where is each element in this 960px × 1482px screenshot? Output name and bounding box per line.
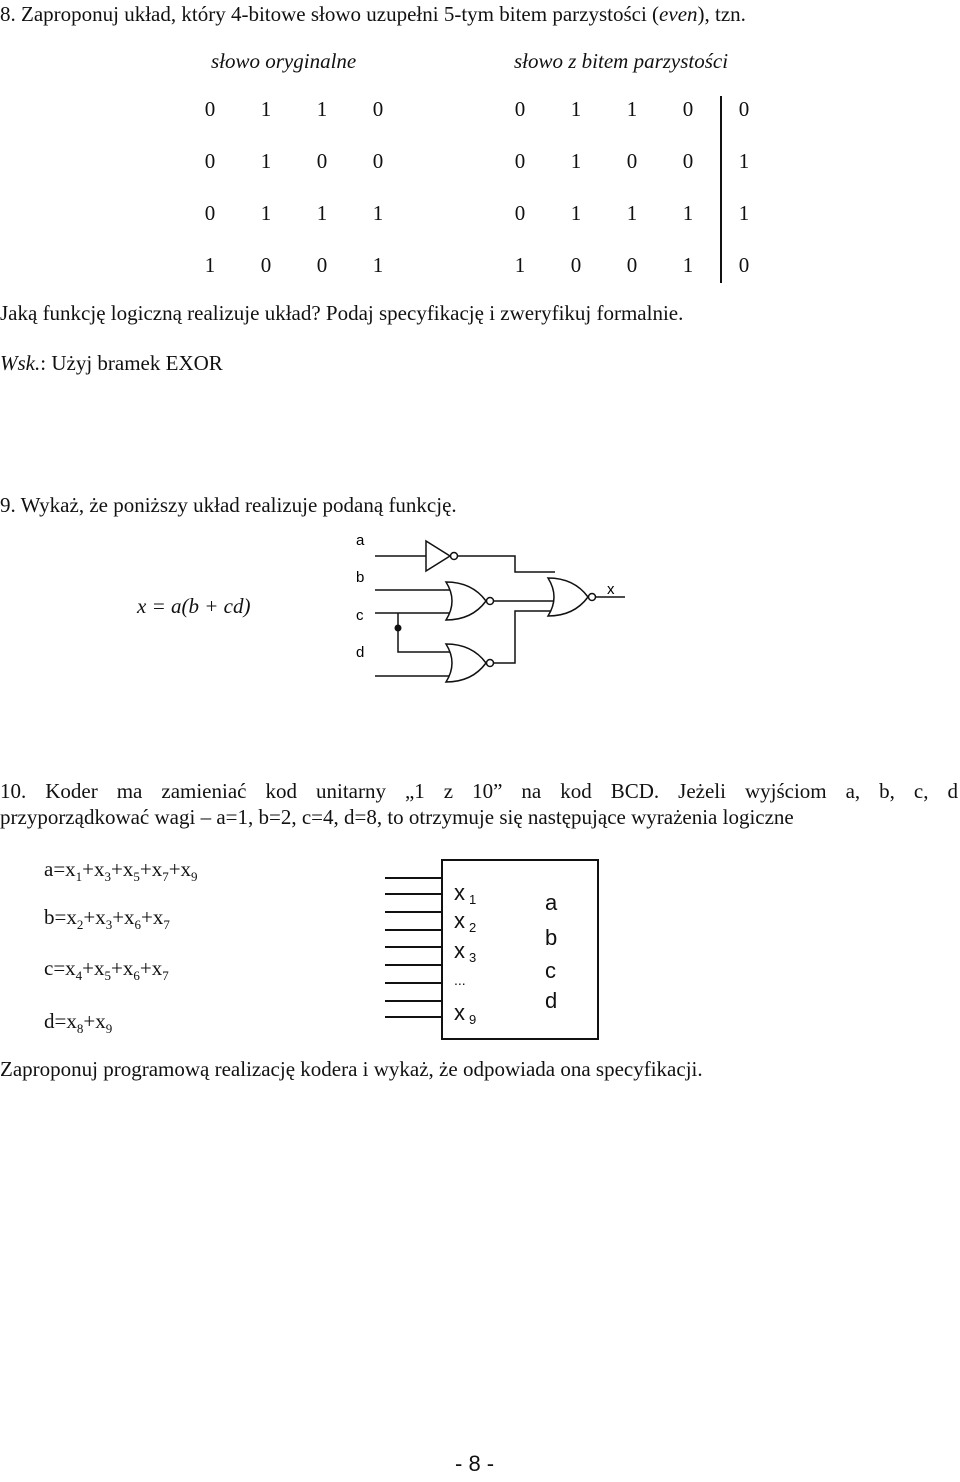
- label-c: c: [356, 607, 364, 624]
- parity-bit: 1: [570, 201, 582, 225]
- orig-bit: 1: [316, 201, 328, 225]
- orig-bit: 1: [260, 201, 272, 225]
- orig-bit: 1: [204, 253, 216, 277]
- parity-bit: 0: [514, 149, 526, 173]
- orig-bit: 1: [260, 97, 272, 121]
- parity-bit: 0: [514, 201, 526, 225]
- parity-bit: 0: [682, 149, 694, 173]
- parity-bit: 1: [570, 149, 582, 173]
- or-gate-3: [548, 578, 588, 616]
- q9-formula: x = a(b + cd): [137, 594, 251, 618]
- orig-bit: 1: [372, 253, 384, 277]
- label-d: d: [356, 644, 365, 661]
- coder-input-line: [385, 893, 441, 895]
- parity-bit: 1: [626, 97, 638, 121]
- orig-bit: 0: [316, 253, 328, 277]
- equation-a: $a=x_1+x_3+x_5+x_7+x_9$: [44, 857, 198, 885]
- equation-c: $c=x_4+x_5+x_6+x_7$: [44, 956, 169, 984]
- wire-not-out: [458, 556, 555, 572]
- orig-bit: 1: [260, 149, 272, 173]
- q8-question: Jaką funkcję logiczną realizuje układ? Podaj specyfikację i zweryfikuj formalnie.: [0, 301, 684, 325]
- coder-input-line: [385, 946, 441, 948]
- parity-bit: 1: [738, 149, 750, 173]
- orig-bit: 0: [316, 149, 328, 173]
- coder-output-label: b: [545, 925, 558, 950]
- q10-closing: Zaproponuj programową realizację kodera i wykaż, że odpowiada ona specyfikacji.: [0, 1057, 703, 1081]
- coder-output-label: d: [545, 988, 558, 1013]
- label-a: a: [356, 532, 365, 549]
- orig-bit: 1: [316, 97, 328, 121]
- coder-input-label: x: [454, 1000, 465, 1025]
- or-gate-2: [446, 644, 486, 682]
- parity-bit: 1: [514, 253, 526, 277]
- orig-bit: 0: [204, 97, 216, 121]
- q10-line1: 10. Koder ma zamieniać kod unitarny „1 z 10” na kod BCD. Jeżeli wyjściom a, b, c, d: [0, 779, 958, 803]
- coder-input-line: [385, 1000, 441, 1002]
- parity-bit: 1: [682, 253, 694, 277]
- coder-input-index: 3: [469, 950, 477, 965]
- q8-hint: Wsk.: Użyj bramek EXOR: [0, 351, 223, 375]
- parity-bit: 1: [570, 97, 582, 121]
- orig-bit: 1: [372, 201, 384, 225]
- coder-input-line: [385, 911, 441, 913]
- coder-output-label: c: [545, 958, 556, 983]
- coder-input-index: 2: [469, 920, 477, 935]
- q8-col-right-header: słowo z bitem parzystości: [514, 49, 729, 73]
- parity-bit: 0: [626, 253, 638, 277]
- parity-bit: 0: [738, 253, 750, 277]
- parity-bit: 0: [626, 149, 638, 173]
- orig-bit: 0: [372, 149, 384, 173]
- label-b: b: [356, 569, 365, 586]
- coder-output-label: a: [545, 890, 558, 915]
- coder-input-label: ...: [454, 972, 466, 988]
- coder-input-line: [385, 1016, 441, 1018]
- parity-separator-line: [720, 96, 722, 283]
- orig-bit: 0: [204, 201, 216, 225]
- wire-or2-out: [494, 611, 555, 663]
- equation-d: $d=x_8+x_9$: [44, 1009, 113, 1037]
- parity-bit: 0: [682, 97, 694, 121]
- coder-input-line: [385, 964, 441, 966]
- coder-input-index: 1: [469, 892, 477, 907]
- q8-title: 8. Zaproponuj układ, który 4-bitowe słowo uzupełni 5-tym bitem parzystości (even), tzn.: [0, 2, 746, 26]
- coder-input-line: [385, 929, 441, 931]
- parity-bit: 0: [570, 253, 582, 277]
- or-gate-1: [446, 582, 486, 620]
- q10-line2: przyporządkować wagi – a=1, b=2, c=4, d=8, to otrzymuje się następujące wyrażenia logiczne: [0, 805, 794, 829]
- parity-bit: 1: [682, 201, 694, 225]
- equation-b: $b=x_2+x_3+x_6+x_7$: [44, 905, 170, 933]
- parity-bit: 1: [738, 201, 750, 225]
- coder-input-index: 9: [469, 1012, 477, 1027]
- orig-bit: 0: [204, 149, 216, 173]
- q8-col-left-header: słowo oryginalne: [211, 49, 357, 73]
- q9-title: 9. Wykaż, że poniższy układ realizuje podaną funkcję.: [0, 493, 457, 517]
- orig-bit: 0: [372, 97, 384, 121]
- not-gate: [426, 541, 450, 571]
- wire-c-branch: [398, 613, 452, 652]
- logic-circuit: [340, 525, 640, 695]
- coder-input-label: x: [454, 880, 465, 905]
- parity-bit: 0: [738, 97, 750, 121]
- parity-bit: 1: [626, 201, 638, 225]
- orig-bit: 0: [260, 253, 272, 277]
- junction-dot: [395, 625, 402, 632]
- parity-bit: 0: [514, 97, 526, 121]
- coder-input-label: x: [454, 908, 465, 933]
- coder-input-label: x: [454, 938, 465, 963]
- page-number: - 8 -: [455, 1451, 495, 1476]
- label-x: x: [607, 581, 615, 598]
- coder-input-line: [385, 877, 441, 879]
- coder-input-line: [385, 982, 441, 984]
